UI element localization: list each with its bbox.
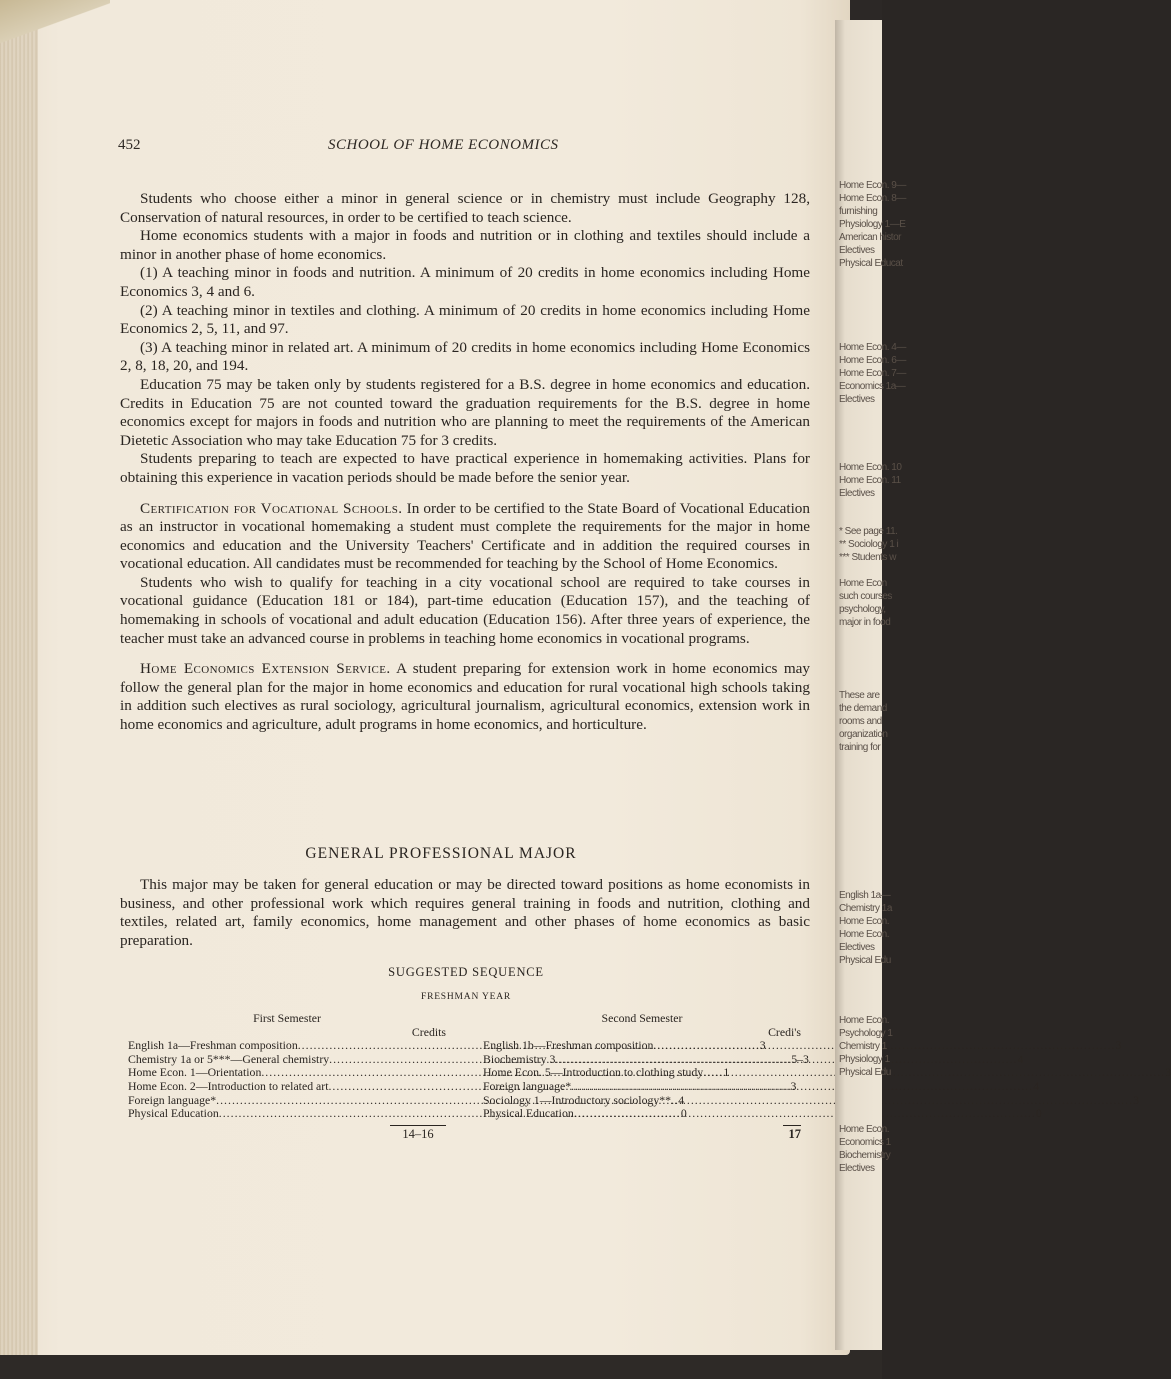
facing-page-text: rooms and bbox=[839, 716, 882, 727]
facing-page-text: Home Econ bbox=[839, 578, 887, 589]
semester-total: 17 bbox=[783, 1125, 801, 1142]
course-name: English 1b—Freshman composition bbox=[483, 1038, 654, 1053]
semester-title: Second Semester bbox=[601, 1011, 683, 1025]
course-name: Foreign language* bbox=[483, 1078, 572, 1093]
credits-header: Credi's bbox=[768, 1024, 801, 1039]
facing-page-text: Home Econ. 7— bbox=[839, 368, 906, 379]
course-name: Biochemistry 3 bbox=[483, 1051, 556, 1066]
course-credits: 3 bbox=[1115, 1038, 1122, 1053]
year-title: FRESHMAN YEAR bbox=[420, 992, 512, 1002]
facing-page-text: Physiology 1—E bbox=[839, 219, 906, 230]
facing-page-text: furnishing bbox=[839, 206, 878, 217]
course-name: Physical Education bbox=[483, 1106, 574, 1121]
facing-page-text: Electives bbox=[839, 488, 875, 499]
facing-page-edge bbox=[835, 20, 906, 1350]
run-in-heading: Home Economics Extension Service. bbox=[140, 660, 391, 678]
facing-page-text: *** Students w bbox=[839, 552, 896, 563]
course-credits: 0 bbox=[1035, 1106, 1042, 1121]
run-in-heading: Certification for Vocational Schools. bbox=[140, 499, 403, 517]
paragraph bbox=[120, 660, 810, 734]
page-header bbox=[118, 137, 808, 157]
paragraph bbox=[120, 500, 810, 574]
facing-page-text: Home Econ. 9— bbox=[839, 180, 906, 191]
facing-page-text: Physical Edu bbox=[839, 955, 891, 966]
facing-page-text: Biochemistry bbox=[839, 1150, 891, 1161]
course-credits: 5–3 bbox=[791, 1051, 809, 1066]
paragraph: (2) A teaching minor in textiles and clothing. A minimum of 20 credits in home economics including Home Economics 2, 5, 11, and 97. bbox=[120, 301, 810, 338]
facing-page-text: Chemistry 1 bbox=[839, 1041, 887, 1052]
facing-page-text: Home Econ. 8— bbox=[839, 193, 906, 204]
semester-title: First Semester bbox=[253, 1011, 321, 1025]
paragraph: Students preparing to teach are expected to have practical experience in homemaking activities. Plans for obtaining this experience in vacation periods should be made before the senior year. bbox=[120, 450, 810, 486]
facing-page-text: Economics 1 bbox=[839, 1137, 891, 1148]
course-name: Home Econ. 1—Orientation bbox=[128, 1065, 262, 1080]
facing-page-text: ** Sociology 1 i bbox=[839, 539, 899, 550]
paragraph: Education 75 may be taken only by students registered for a B.S. degree in home economics and education. Credits in Education 75 are not counted toward the graduation requirements for the B.S. degree in home economics except for majors in foods and nutrition who are planning to meet the requirements of the American Dietetic Association who may take Education 75 for 3 credits. bbox=[120, 375, 810, 449]
facing-page-text: Home Econ. 6— bbox=[839, 355, 906, 366]
facing-page-text: Electives bbox=[839, 394, 875, 405]
leader-dots bbox=[703, 1066, 1165, 1080]
paragraph: (3) A teaching minor in related art. A minimum of 20 credits in home economics including Home Economics 2, 8, 18, 20, and 194. bbox=[120, 338, 810, 375]
leader-dots bbox=[571, 1080, 1033, 1094]
body-text bbox=[120, 190, 810, 735]
course-name: English 1a—Freshman composition bbox=[128, 1038, 298, 1053]
paragraph-text: In order to be certified to the State Board of Vocational Education as an instructor in vocational homemaking a student must complete the requirements for the major in home economics and education and the University Teachers' Certificate and in addition the required courses in vocational education. All candidates must be recommended for teaching by the School of Home Economics. bbox=[120, 499, 810, 573]
folded-corner bbox=[0, 0, 110, 55]
credits-header: Credits bbox=[411, 1024, 446, 1039]
course-credits: 4 bbox=[1017, 1051, 1024, 1066]
course-credits: 4 bbox=[1033, 1078, 1040, 1093]
facing-page-text: Home Econ. bbox=[839, 1124, 890, 1135]
sequence-title: SUGGESTED SEQUENCE bbox=[388, 965, 544, 979]
paragraph: Students who choose either a minor in general science or in chemistry must include Geography 128, Conservation of natural resources, in order to be certified to teach science. bbox=[120, 190, 810, 226]
facing-page-text: These are bbox=[839, 690, 880, 701]
course-credits: 3 bbox=[790, 1078, 797, 1093]
course-credits: 3 bbox=[1133, 1092, 1140, 1107]
facing-page-text: Home Econ. bbox=[839, 929, 890, 940]
facing-page-text: Economics 1a— bbox=[839, 381, 906, 392]
course-name: Home Econ. 5—Introduction to clothing study bbox=[483, 1065, 704, 1080]
page-stack-edge bbox=[0, 0, 38, 1355]
running-title: SCHOOL OF HOME ECONOMICS bbox=[328, 137, 559, 153]
course-credits: 4 bbox=[678, 1092, 685, 1107]
facing-page-text: Electives bbox=[839, 1163, 875, 1174]
facing-page-text: Psychology 1 bbox=[839, 1028, 893, 1039]
facing-page-text: Electives bbox=[839, 245, 875, 256]
facing-page-text: major in food bbox=[839, 617, 891, 628]
facing-page-text: * See page 11. bbox=[839, 526, 898, 537]
facing-page-text: such courses bbox=[839, 591, 892, 602]
facing-page-text: Home Econ. 10 bbox=[839, 462, 902, 473]
facing-page-text: Home Econ. 11 bbox=[839, 475, 901, 486]
facing-page-text: organization bbox=[839, 729, 888, 740]
page-number: 452 bbox=[118, 137, 141, 153]
paragraph: This major may be taken for general education or may be directed toward positions as home economists in business, and other professional work which requires general training in foods and nutrition, clothing and textiles, related art, family economics, home management and other phases of home economics as basic preparation. bbox=[120, 876, 810, 949]
course-credits: 0 bbox=[680, 1106, 687, 1121]
paragraph: Students who wish to qualify for teaching in a city vocational school are required to take courses in vocational guidance (Education 181 or 184), part-time education (Education 157), and the teaching of homemaking in schools of vocational and adult education (Education 156). After three years of experience, the teacher must take an advanced course in problems in teaching home economics in vocational programs. bbox=[120, 573, 810, 647]
course-name: Physical Education bbox=[128, 1106, 219, 1121]
course-credits: 1 bbox=[723, 1065, 730, 1080]
course-name: Foreign language* bbox=[128, 1092, 217, 1107]
facing-page-text: Chemistry 1a bbox=[839, 903, 892, 914]
facing-page-text: Electives bbox=[839, 942, 875, 953]
semester-total: 14–16 bbox=[390, 1125, 446, 1142]
course-credits: 3 bbox=[1165, 1065, 1171, 1080]
course-row bbox=[483, 1106, 1042, 1121]
leader-dots bbox=[555, 1053, 1017, 1067]
facing-page-text: Physical Edu bbox=[839, 1067, 891, 1078]
facing-page-text: training for bbox=[839, 742, 881, 753]
course-name: Chemistry 1a or 5***—General chemistry bbox=[128, 1051, 330, 1066]
section-heading: GENERAL PROFESSIONAL MAJOR bbox=[305, 845, 577, 862]
section-intro bbox=[120, 876, 810, 950]
facing-page-text: psychology, bbox=[839, 604, 886, 615]
course-name: Home Econ. 2—Introduction to related art bbox=[128, 1078, 329, 1093]
facing-page-text: Home Econ. bbox=[839, 1015, 890, 1026]
facing-page-text: Physiology 1 bbox=[839, 1054, 890, 1065]
facing-page-text: English 1a— bbox=[839, 890, 891, 901]
course-name: Sociology 1—Introductory sociology** bbox=[483, 1092, 672, 1107]
facing-page-text: Home Econ. 4— bbox=[839, 342, 906, 353]
facing-page-text: the demand bbox=[839, 703, 887, 714]
leader-dots bbox=[574, 1107, 1036, 1121]
course-row bbox=[483, 1078, 1040, 1094]
paragraph: (1) A teaching minor in foods and nutrition. A minimum of 20 credits in home economics including Home Economics 3, 4 and 6. bbox=[120, 264, 810, 300]
course-row bbox=[128, 1106, 687, 1121]
facing-page-text: Physical Educat bbox=[839, 258, 903, 269]
course-row bbox=[483, 1092, 1140, 1108]
paragraph-text: A student preparing for extension work in home economics may follow the general plan for the major in home economics and education for rural vocational high schools taking in addition such electives as rural sociology, agricultural journalism, agricultural economics, extension work in home economics and agriculture, adult programs in home economics, and horticulture. bbox=[120, 660, 810, 734]
paragraph: Home economics students with a major in foods and nutrition or in clothing and textiles should include a minor in another phase of home economics. bbox=[120, 227, 810, 263]
course-credits: 3 bbox=[759, 1038, 766, 1053]
facing-page-text: American histor bbox=[839, 232, 901, 243]
leader-dots bbox=[671, 1094, 1133, 1108]
facing-page-text: Home Econ. bbox=[839, 916, 890, 927]
